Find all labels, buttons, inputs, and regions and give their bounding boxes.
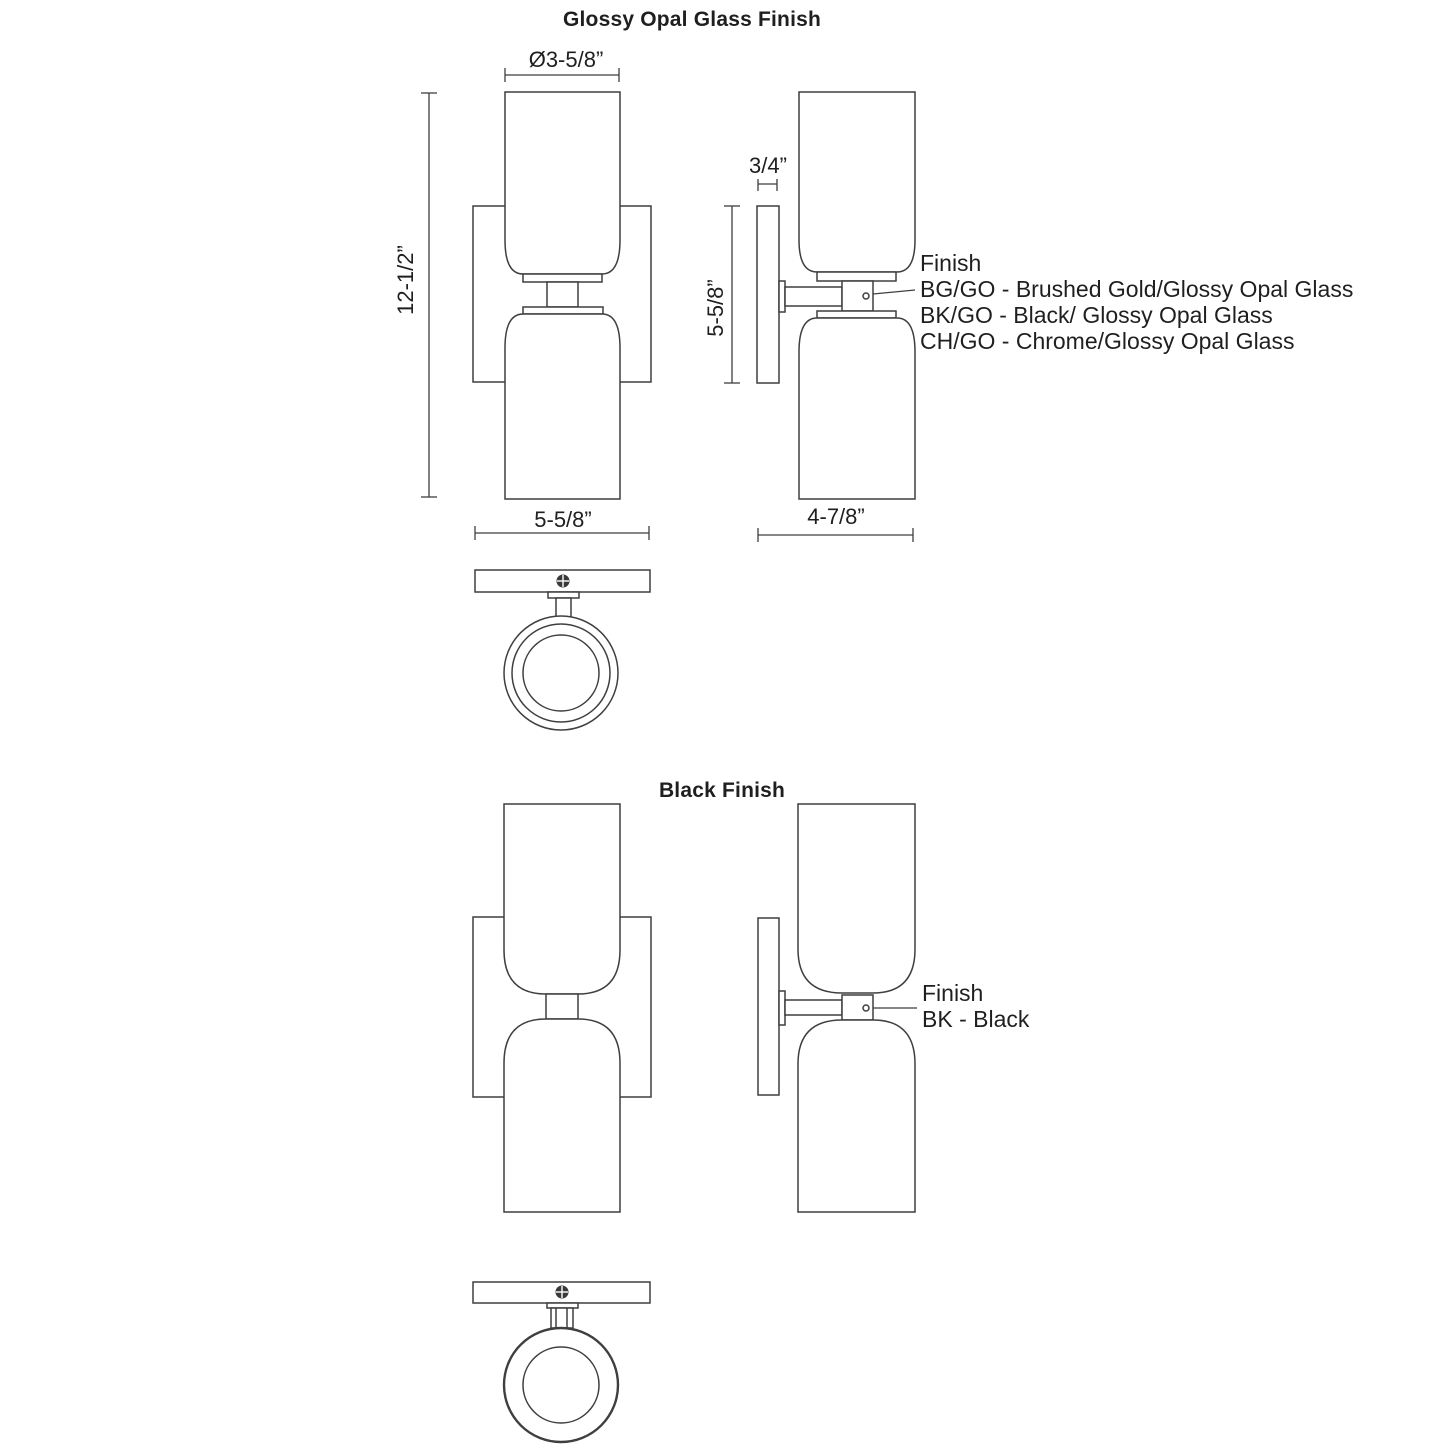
black-side-upper-shade (798, 804, 915, 993)
finish-label: Finish (920, 250, 982, 276)
finish-option: BK/GO - Black/ Glossy Opal Glass (920, 302, 1273, 328)
black-side-lower-shade (798, 1020, 915, 1212)
black-side-arm (785, 1000, 842, 1015)
opal-side-mount-tab (779, 281, 785, 312)
opal-front-upper-glass (505, 92, 620, 274)
black-front-view (473, 804, 651, 1212)
section-title-glossy-opal: Glossy Opal Glass Finish (562, 8, 822, 31)
opal-side-upper-rim (817, 272, 896, 281)
dim-overall-depth: 4-7/8” (807, 504, 865, 529)
opal-front-lower-rim (523, 307, 603, 314)
opal-plan-view (475, 570, 650, 730)
dim-glass-diameter: Ø3-5/8” (528, 47, 604, 72)
finish-leader-line (873, 290, 915, 294)
finish-option: BK - Black (922, 1006, 1030, 1032)
black-front-connector (546, 994, 578, 1019)
black-side-mount-tab (779, 991, 785, 1025)
opal-front-upper-rim (523, 274, 602, 282)
opal-front-view (473, 92, 651, 499)
opal-plan-stem (556, 598, 571, 617)
opal-side-lower-rim (817, 311, 896, 318)
opal-plan-glass-inner (523, 635, 599, 711)
black-front-upper-shade (504, 804, 620, 994)
opal-side-arm (785, 287, 842, 306)
opal-side-lower-glass (799, 318, 915, 499)
black-front-lower-shade (504, 1019, 620, 1212)
black-plan-shade-inner (523, 1347, 599, 1423)
black-plan-view (473, 1282, 650, 1442)
opal-side-backplate (757, 206, 779, 383)
black-plan-stem (551, 1308, 573, 1328)
section-title-black: Black Finish (658, 779, 786, 802)
dim-overall-width: 5-5/8” (534, 507, 592, 532)
finish-options-black (922, 980, 1029, 1032)
finish-option: BG/GO - Brushed Gold/Glossy Opal Glass (920, 276, 1354, 302)
dim-overall-height: 12-1/2” (393, 245, 418, 315)
black-side-backplate (758, 918, 779, 1095)
finish-label: Finish (922, 980, 984, 1006)
screw-icon (556, 1286, 569, 1299)
opal-side-upper-glass (799, 92, 915, 272)
opal-front-connector (547, 282, 578, 307)
screw-icon (557, 575, 570, 588)
dim-backplate-depth: 3/4” (749, 153, 787, 178)
opal-front-lower-glass (505, 314, 620, 499)
opal-plan-flange (548, 592, 579, 598)
finish-options-glossy-opal (920, 250, 1353, 354)
finish-option: CH/GO - Chrome/Glossy Opal Glass (920, 328, 1295, 354)
dim-backplate-height: 5-5/8” (703, 279, 728, 337)
black-side-view (758, 804, 917, 1212)
